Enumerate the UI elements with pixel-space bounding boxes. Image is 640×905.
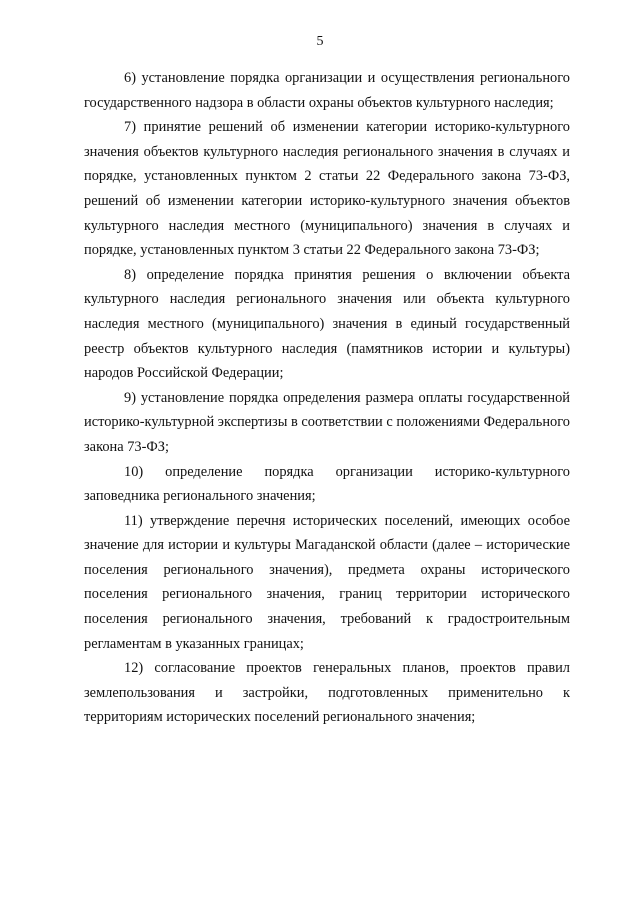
paragraph-item-12: 12) согласование проектов генеральных планов, проектов правил землепользования и застройки, подготовленных применительно к территориям исторических поселений регионального значения; (84, 660, 570, 726)
paragraph-item-7: 7) принятие решений об изменении категории историко-культурного значения объектов культурного наследия регионального значения в случаях и порядке, установленных пунктом 2 статьи 22 Федерального закона 73-ФЗ, решений об изменении категории историко-культурного значения объектов культурного наследия местного (муниципального) значения в случаях и порядке, установленных пунктом 3 статьи 22 Федерального закона 73-ФЗ; (84, 119, 570, 259)
paragraph-item-10: 10) определение порядка организации историко-культурного заповедника регионального значения; (84, 463, 570, 505)
paragraph-item-11: 11) утверждение перечня исторических поселений, имеющих особое значение для истории и культуры Магаданской области (далее – исторические поселения регионального значения), предмета охраны исторического поселения регионального значения, границ территории исторического поселения регионального значения, требований к градостроительным регламентам в указанных границах; (84, 512, 570, 652)
paragraph-item-6: 6) установление порядка организации и осуществления регионального государственного надзора в области охраны объектов культурного наследия; (84, 70, 570, 111)
document-body (84, 66, 570, 730)
page-number: 5 (316, 34, 324, 49)
paragraph-item-9: 9) установление порядка определения размера оплаты государственной историко-культурной экспертизы в соответствии с положениями Федерального закона 73-ФЗ; (84, 389, 570, 455)
paragraph-item-8: 8) определение порядка принятия решения о включении объекта культурного наследия регионального значения или объекта культурного наследия местного (муниципального) значения в единый государственный реестр объектов культурного наследия (памятников истории и культуры) народов Российской Федерации; (84, 266, 570, 382)
